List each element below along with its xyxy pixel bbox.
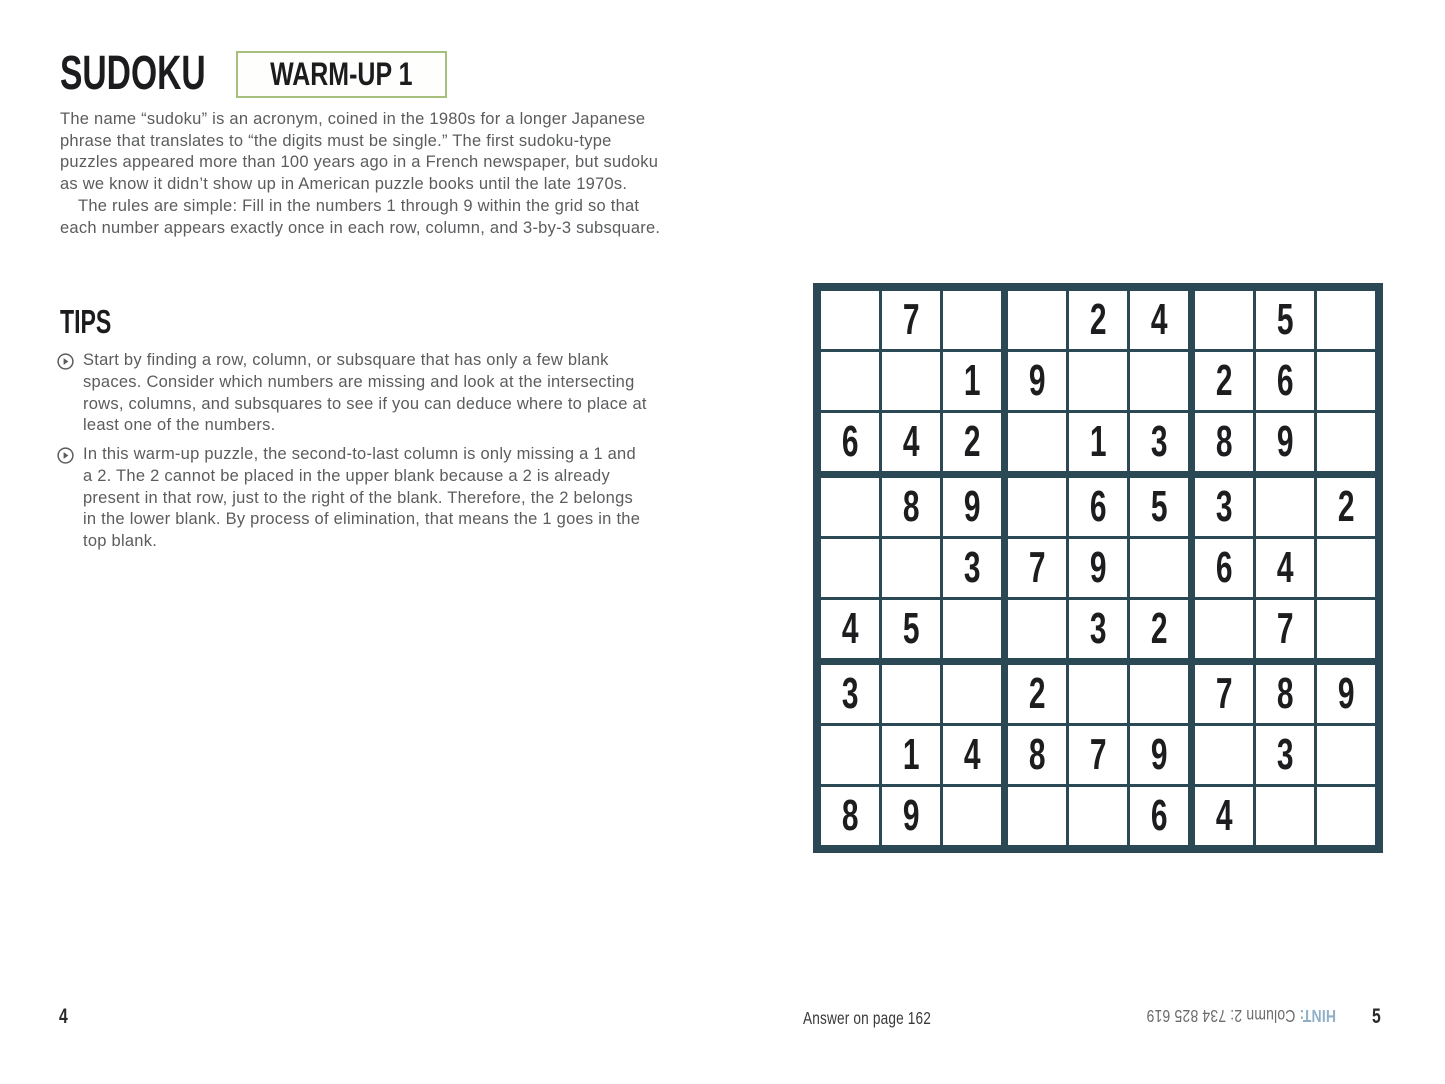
sudoku-number: 6	[1089, 482, 1107, 531]
sudoku-block	[1008, 291, 1188, 471]
sudoku-cell-r8c9	[1317, 726, 1375, 784]
sudoku-cell-r3c7	[1195, 413, 1253, 471]
sudoku-cell-r7c4	[1008, 665, 1066, 723]
sudoku-cell-r7c6	[1130, 665, 1188, 723]
sudoku-cell-r3c2	[882, 413, 940, 471]
sudoku-cell-r3c4	[1008, 413, 1066, 471]
sudoku-number: 4	[841, 604, 859, 653]
tips-heading: TIPS	[60, 303, 112, 340]
sudoku-cell-r1c6	[1130, 291, 1188, 349]
sudoku-cell-r5c7	[1195, 539, 1253, 597]
left-page-number: 4	[59, 1005, 68, 1028]
sudoku-cell-r8c8	[1256, 726, 1314, 784]
sudoku-cell-r9c3	[943, 787, 1001, 845]
sudoku-cell-r3c8	[1256, 413, 1314, 471]
sudoku-number: 4	[1215, 791, 1233, 840]
sudoku-cell-r3c5	[1069, 413, 1127, 471]
sudoku-cell-r9c1	[821, 787, 879, 845]
intro-paragraph-1: The name “sudoku” is an acronym, coined in the 1980s for a longer Japanese phrase that translates to “the digits must be single.” The first sudoku-type puzzles appeared more than 100 years ago in a French newspaper, but sudoku as we know it didn’t show up in American puzzle books until the late 1970s.	[60, 110, 659, 194]
sudoku-cell-r8c4	[1008, 726, 1066, 784]
sudoku-number: 7	[1028, 543, 1046, 592]
tip-item	[57, 444, 649, 553]
sudoku-number: 7	[902, 295, 920, 344]
sudoku-number: 6	[1150, 791, 1168, 840]
sudoku-cell-r6c4	[1008, 600, 1066, 658]
sudoku-number: 1	[902, 730, 920, 779]
sudoku-cell-r8c2	[882, 726, 940, 784]
sudoku-number: 4	[902, 417, 920, 466]
sudoku-cell-r5c1	[821, 539, 879, 597]
sudoku-number: 5	[1150, 482, 1168, 531]
sudoku-cell-r2c7	[1195, 352, 1253, 410]
sudoku-number: 3	[1276, 730, 1294, 779]
sudoku-number: 9	[1276, 417, 1294, 466]
sudoku-cell-r9c6	[1130, 787, 1188, 845]
sudoku-cell-r1c9	[1317, 291, 1375, 349]
sudoku-number: 8	[1276, 669, 1294, 718]
sudoku-block	[821, 665, 1001, 845]
sudoku-cell-r1c1	[821, 291, 879, 349]
right-page-number: 5	[1372, 1005, 1381, 1028]
sudoku-cell-r4c3	[943, 478, 1001, 536]
sudoku-number: 9	[1028, 356, 1046, 405]
sudoku-block	[1008, 665, 1188, 845]
sudoku-number: 8	[841, 791, 859, 840]
sudoku-cell-r3c1	[821, 413, 879, 471]
sudoku-block	[1008, 478, 1188, 658]
sudoku-number: 3	[1150, 417, 1168, 466]
sudoku-cell-r6c1	[821, 600, 879, 658]
sudoku-cell-r4c1	[821, 478, 879, 536]
sudoku-cell-r2c2	[882, 352, 940, 410]
sudoku-cell-r6c8	[1256, 600, 1314, 658]
sudoku-number: 4	[1276, 543, 1294, 592]
sudoku-block	[821, 291, 1001, 471]
sudoku-cell-r2c4	[1008, 352, 1066, 410]
sudoku-cell-r2c1	[821, 352, 879, 410]
sudoku-cell-r5c8	[1256, 539, 1314, 597]
sudoku-cell-r9c4	[1008, 787, 1066, 845]
sudoku-cell-r1c5	[1069, 291, 1127, 349]
sudoku-number: 3	[1089, 604, 1107, 653]
sudoku-number: 4	[963, 730, 981, 779]
sudoku-cell-r7c5	[1069, 665, 1127, 723]
sudoku-cell-r9c8	[1256, 787, 1314, 845]
sudoku-cell-r8c5	[1069, 726, 1127, 784]
sudoku-cell-r4c6	[1130, 478, 1188, 536]
sudoku-number: 9	[1337, 669, 1355, 718]
sudoku-cell-r3c9	[1317, 413, 1375, 471]
sudoku-cell-r2c6	[1130, 352, 1188, 410]
sudoku-cell-r1c4	[1008, 291, 1066, 349]
sudoku-block	[1195, 478, 1375, 658]
hint-label: HINT:	[1299, 1006, 1336, 1026]
sudoku-number: 8	[902, 482, 920, 531]
sudoku-cell-r4c7	[1195, 478, 1253, 536]
intro-paragraph-2: The rules are simple: Fill in the numbers 1 through 9 within the grid so that each number appears exactly once in each row, column, and 3-by-3 subsquare.	[60, 196, 661, 237]
answer-note: Answer on page 162	[803, 1008, 932, 1028]
sudoku-cell-r8c7	[1195, 726, 1253, 784]
tip-item	[57, 350, 649, 437]
sudoku-cell-r9c5	[1069, 787, 1127, 845]
hint-text: Column 2: 734 825 619	[1146, 1006, 1296, 1026]
sudoku-number: 3	[841, 669, 859, 718]
sudoku-cell-r9c9	[1317, 787, 1375, 845]
sudoku-cell-r2c8	[1256, 352, 1314, 410]
sudoku-number: 5	[902, 604, 920, 653]
sudoku-cell-r6c5	[1069, 600, 1127, 658]
sudoku-cell-r6c6	[1130, 600, 1188, 658]
sudoku-number: 7	[1089, 730, 1107, 779]
sudoku-cell-r3c6	[1130, 413, 1188, 471]
sudoku-number: 9	[1089, 543, 1107, 592]
page-title: SUDOKU	[60, 47, 206, 100]
sudoku-cell-r5c2	[882, 539, 940, 597]
circled-arrow-right-icon	[57, 444, 75, 553]
sudoku-number: 2	[1215, 356, 1233, 405]
sudoku-cell-r7c1	[821, 665, 879, 723]
sudoku-cell-r5c4	[1008, 539, 1066, 597]
sudoku-number: 5	[1276, 295, 1294, 344]
tip-text: In this warm-up puzzle, the second-to-last column is only missing a 1 and a 2. The 2 cannot be placed in the upper blank because a 2 is already present in that row, just to the right of the blank. Therefore, the 2 belongs in the lower blank. By process of elimination, that means the 1 goes in the top blank.	[83, 445, 641, 551]
sudoku-cell-r4c9	[1317, 478, 1375, 536]
upside-down-hint	[1148, 1005, 1336, 1026]
sudoku-number: 1	[1089, 417, 1107, 466]
warmup-badge-label: WARM-UP 1	[270, 56, 413, 92]
circled-arrow-right-icon	[57, 350, 75, 437]
sudoku-cell-r6c9	[1317, 600, 1375, 658]
hint-content	[1146, 1005, 1336, 1026]
sudoku-cell-r6c2	[882, 600, 940, 658]
sudoku-number: 2	[963, 417, 981, 466]
sudoku-cell-r9c7	[1195, 787, 1253, 845]
sudoku-cell-r5c3	[943, 539, 1001, 597]
sudoku-cell-r1c8	[1256, 291, 1314, 349]
sudoku-cell-r4c4	[1008, 478, 1066, 536]
sudoku-number: 7	[1215, 669, 1233, 718]
sudoku-cell-r8c1	[821, 726, 879, 784]
sudoku-cell-r4c5	[1069, 478, 1127, 536]
sudoku-number: 2	[1150, 604, 1168, 653]
sudoku-block	[1195, 291, 1375, 471]
sudoku-cell-r1c3	[943, 291, 1001, 349]
sudoku-cell-r8c6	[1130, 726, 1188, 784]
sudoku-cell-r7c2	[882, 665, 940, 723]
sudoku-number: 9	[963, 482, 981, 531]
sudoku-cell-r8c3	[943, 726, 1001, 784]
sudoku-number: 1	[963, 356, 981, 405]
sudoku-cell-r5c6	[1130, 539, 1188, 597]
page-header	[60, 47, 447, 100]
sudoku-grid	[813, 283, 1383, 853]
sudoku-number: 3	[1215, 482, 1233, 531]
sudoku-number: 6	[841, 417, 859, 466]
sudoku-cell-r6c7	[1195, 600, 1253, 658]
sudoku-number: 9	[902, 791, 920, 840]
sudoku-cell-r6c3	[943, 600, 1001, 658]
sudoku-cell-r5c5	[1069, 539, 1127, 597]
sudoku-cell-r4c2	[882, 478, 940, 536]
sudoku-number: 4	[1150, 295, 1168, 344]
sudoku-cell-r3c3	[943, 413, 1001, 471]
sudoku-cell-r2c3	[943, 352, 1001, 410]
sudoku-block	[821, 478, 1001, 658]
sudoku-number: 8	[1028, 730, 1046, 779]
sudoku-cell-r7c7	[1195, 665, 1253, 723]
tip-text: Start by finding a row, column, or subsquare that has only a few blank spaces. Consider which numbers are missing and look at the intersecting rows, columns, and subsquares to see if you can deduce where to place at least one of the numbers.	[83, 351, 647, 435]
sudoku-number: 7	[1276, 604, 1294, 653]
sudoku-cell-r7c9	[1317, 665, 1375, 723]
sudoku-number: 6	[1276, 356, 1294, 405]
sudoku-cell-r1c2	[882, 291, 940, 349]
sudoku-number: 2	[1089, 295, 1107, 344]
warmup-badge	[236, 51, 447, 98]
sudoku-number: 9	[1150, 730, 1168, 779]
sudoku-cell-r2c9	[1317, 352, 1375, 410]
sudoku-number: 6	[1215, 543, 1233, 592]
sudoku-number: 8	[1215, 417, 1233, 466]
sudoku-cell-r7c3	[943, 665, 1001, 723]
sudoku-block	[1195, 665, 1375, 845]
sudoku-cell-r5c9	[1317, 539, 1375, 597]
sudoku-cell-r2c5	[1069, 352, 1127, 410]
sudoku-cell-r4c8	[1256, 478, 1314, 536]
sudoku-number: 2	[1337, 482, 1355, 531]
sudoku-number: 3	[963, 543, 981, 592]
intro-section	[60, 109, 668, 239]
sudoku-number: 2	[1028, 669, 1046, 718]
sudoku-cell-r7c8	[1256, 665, 1314, 723]
sudoku-cell-r1c7	[1195, 291, 1253, 349]
sudoku-cell-r9c2	[882, 787, 940, 845]
